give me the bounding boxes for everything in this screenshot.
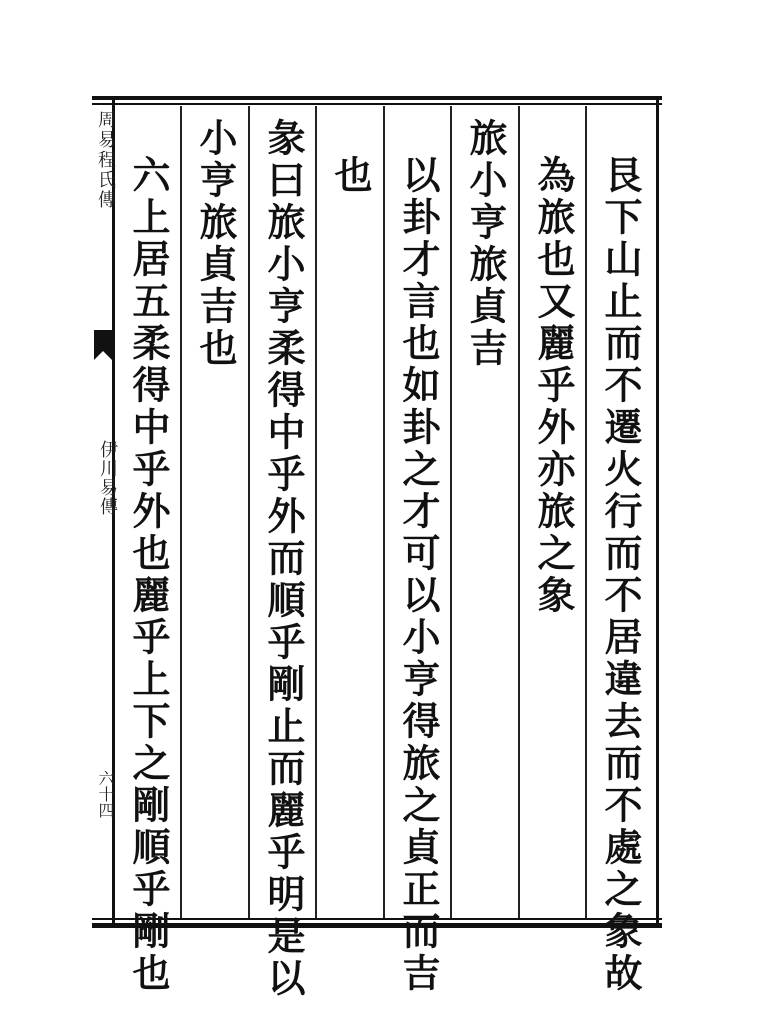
spine-book-title: 周易程氏傳 — [95, 110, 116, 210]
column-divider — [315, 106, 317, 918]
column-divider — [383, 106, 385, 918]
fish-tail-mark — [94, 330, 112, 360]
spine-section-title: 伊川易傳 — [97, 440, 118, 516]
text-column-4: 以卦才言也如卦之才可以小亨得旅之貞正而吉 — [396, 155, 441, 995]
column-divider — [585, 106, 587, 918]
column-divider — [180, 106, 182, 918]
text-column-3: 旅小亨旅貞吉 — [463, 118, 508, 370]
text-column-6: 彖曰旅小亨柔得中乎外而順乎剛止而麗乎明是以 — [261, 118, 306, 1000]
bottom-rule-thin — [92, 918, 662, 920]
text-column-7: 小亨旅貞吉也 — [193, 118, 238, 370]
column-divider — [518, 106, 520, 918]
text-column-8: 六上居五柔得中乎外也麗乎上下之剛順乎剛也 — [126, 155, 171, 995]
column-divider — [248, 106, 250, 918]
top-rule — [92, 96, 662, 100]
top-rule-thin — [92, 103, 662, 105]
text-column-5: 也 — [328, 155, 373, 197]
spine-page-number: 六十四 — [96, 770, 115, 818]
right-border — [656, 96, 659, 928]
column-divider — [450, 106, 452, 918]
text-column-1: 艮下山止而不遷火行而不居違去而不處之象故 — [598, 155, 643, 995]
bottom-rule — [92, 923, 662, 928]
text-column-2: 為旅也又麗乎外亦旅之象 — [531, 155, 576, 617]
